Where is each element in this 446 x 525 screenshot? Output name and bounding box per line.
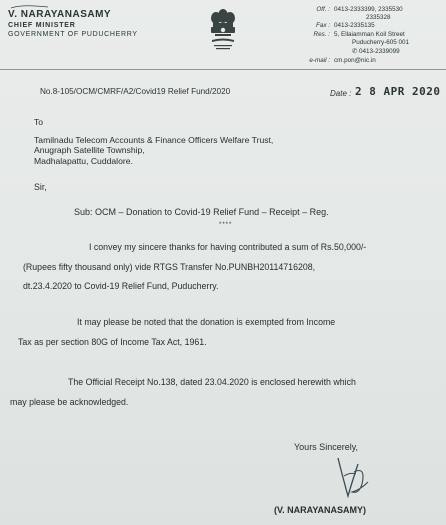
- paragraph-1-line: (Rupees fifty thousand only) vide RTGS Transfer No.PUNBH20114716208,: [23, 262, 316, 272]
- paragraph-3-line: may please be acknowledged.: [10, 397, 129, 407]
- to-label: To: [34, 117, 44, 127]
- recipient-line: Tamilnadu Telecom Accounts & Finance Officers Welfare Trust,: [34, 135, 274, 145]
- contact-label: Fax :: [316, 22, 330, 29]
- residence-city: Puducherry-605 001: [352, 39, 410, 46]
- closing-yours-sincerely: Yours Sincerely,: [294, 442, 359, 452]
- paragraph-2-line: Tax as per section 80G of Income Tax Act, 1961.: [18, 337, 207, 347]
- subject-line: Sub: OCM – Donation to Covid-19 Relief Fund – Receipt – Reg.: [74, 207, 329, 217]
- sender-role: CHIEF MINISTER: [8, 22, 76, 29]
- date-stamp: 2 8 APR 2020: [355, 85, 441, 98]
- email-address: cm.pon@nic.in: [334, 57, 376, 64]
- paragraph-3-line: The Official Receipt No.138, dated 23.04.2020 is enclosed herewith which: [68, 377, 356, 387]
- handwritten-signature: [324, 452, 384, 502]
- residence-address: 5, Ellaiamman Koil Street: [334, 31, 405, 38]
- sender-government: GOVERNMENT OF PUDUCHERRY: [8, 31, 138, 38]
- office-phone-extra: 2335328: [366, 14, 391, 21]
- office-phone: 0413-2333399, 2335530: [334, 6, 403, 13]
- fax-number: 0413-2335135: [334, 22, 375, 29]
- contact-label: e-mail :: [309, 57, 330, 64]
- recipient-line: Anugraph Satellite Township,: [34, 145, 145, 155]
- residence-phone: ✆ 0413-2339099: [352, 48, 400, 55]
- date-label: Date :: [330, 89, 352, 98]
- sender-name: V. NARAYANASAMY: [8, 9, 112, 20]
- header-divider: [0, 69, 446, 70]
- subject-separator: ****: [219, 222, 233, 228]
- salutation: Sir,: [34, 182, 47, 192]
- recipient-line: Madhalapattu, Cuddalore.: [34, 156, 133, 166]
- reference-number: No.8-105/OCM/CMRF/A2/Covid19 Relief Fund/2020: [40, 87, 231, 96]
- contact-label: Off. :: [316, 6, 330, 13]
- paragraph-1-line: I convey my sincere thanks for having contributed a sum of Rs.50,000/-: [89, 242, 367, 252]
- paragraph-1-line: dt.23.4.2020 to Covid-19 Relief Fund, Puducherry.: [23, 281, 219, 291]
- contact-label: Res. :: [313, 31, 330, 38]
- state-emblem-icon: [206, 6, 240, 56]
- paragraph-2-line: It may please be noted that the donation is exempted from Income: [77, 317, 336, 327]
- signatory-name: (V. NARAYANASAMY): [274, 505, 367, 515]
